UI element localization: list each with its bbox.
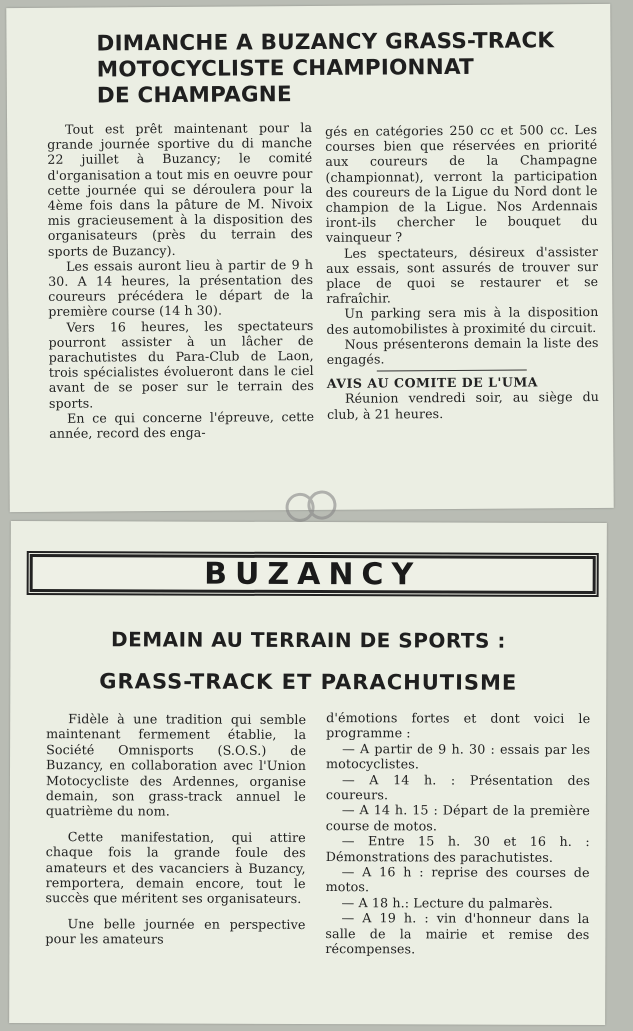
headline-line: DE CHAMPAGNE [96,82,292,109]
article-column-left [47,120,314,441]
paragraph: Tout est prêt maintenant pour la grande journée sportive du di manche 22 juillet à Buzancy; le comité d'organisation a tout mis en oeuvre pour cette journée qui se déroulera pour la 4ème fois dans la pâture de M. Nivoix mis gracieusement à la disposition des organisateurs (près du terrain des sports de Buzancy). [47,119,313,259]
schedule-item: — Entre 15 h. 30 et 16 h. : Démonstrations des parachutistes. [325,833,590,865]
paragraph: Une belle journée en perspective pour les amateurs [45,916,306,947]
headline-championnat [96,28,554,109]
article-column-right [325,122,599,422]
paragraph: Les essais auront lieu à partir de 9 h 30. A 14 heures, la présentation des coureurs précédera le départ de la première course (14 h 30). [48,256,314,320]
article-column-left [45,711,306,958]
paragraph: Cette manifestation, qui attire chaque fois la grande foule des amateurs et des vacanciers à Buzancy, remportera, demain encore, tout le succès que méritent ses organisateurs. [45,829,306,907]
paragraph: Les spectateurs, désireux d'assister aux essais, sont assurés de trouver sur place de quoi se restaurer et se rafraîchir. [326,243,599,307]
headline-grass-track: GRASS-TRACK ET PARACHUTISME [99,669,518,695]
paragraph: d'émotions fortes et dont voici le programme : [326,710,591,741]
section-banner [27,551,599,597]
schedule-item: — A 14 h. : Présentation des coureurs. [325,771,591,803]
avis-text: Réunion vendredi soir, au siège du club, à 21 heures. [327,389,600,422]
paragraph: gés en catégories 250 cc et 500 cc. Les courses bien que réservées en priorité aux coureurs de la Champagne (championnat), verront la participation des coureurs de la Ligue du Nord dont le champion de la Ligue. Nos Ardennais iront-ils chercher le bouquet du vainqueur ? [325,121,598,246]
schedule-item: — A partir de 9 h. 30 : essais par les motocyclistes. [326,740,591,772]
schedule-item: — A 18 h.: Lecture du palmarès. [341,894,553,911]
paragraph: En ce qui concerne l'épreuve, cette année, record des enga- [49,408,315,441]
article-column-right [325,710,590,957]
paragraph: Fidèle à une tradition qui semble maintenant fermement établie, la Société Omnisports (S.O.S.) de Buzancy, en collaboration avec l'Union Motocycliste des Ardennes, organise demain, son grass-track annuel le quatrième du nom. [45,711,307,819]
paragraph: Nous présenterons demain la liste des engagés. [326,334,599,367]
headline-terrain: DEMAIN AU TERRAIN DE SPORTS : [110,627,506,653]
paragraph: Un parking sera mis à la disposition des automobilistes à proximité du circuit. [326,304,599,337]
schedule-item: — A 19 h. : vin d'honneur dans la salle de la mairie et remise des récompenses. [325,910,590,957]
schedule-item: — A 14 h. 15 : Départ de la première course de motos. [325,802,590,834]
banner-title: BUZANCY [30,554,596,594]
newspaper-clipping-buzancy [9,521,607,1025]
divider [377,370,527,372]
schedule-item: — A 16 h : reprise des courses de motos. [325,864,590,895]
paragraph: Vers 16 heures, les spectateurs pourront assister à un lâcher de parachutistes du Para-Club de Laon, trois spécialistes évolueront dans le ciel avant de se poser sur le terrain des sports. [48,317,314,411]
headline-line: MOTOCYCLISTE CHAMPIONNAT [96,54,475,83]
archive-stamp-logo [280,485,345,527]
newspaper-clipping-championnat [6,4,614,512]
headline-line: DIMANCHE A BUZANCY GRASS-TRACK [96,28,555,57]
avis-title: AVIS AU COMITE DE L'UMA [326,374,539,392]
